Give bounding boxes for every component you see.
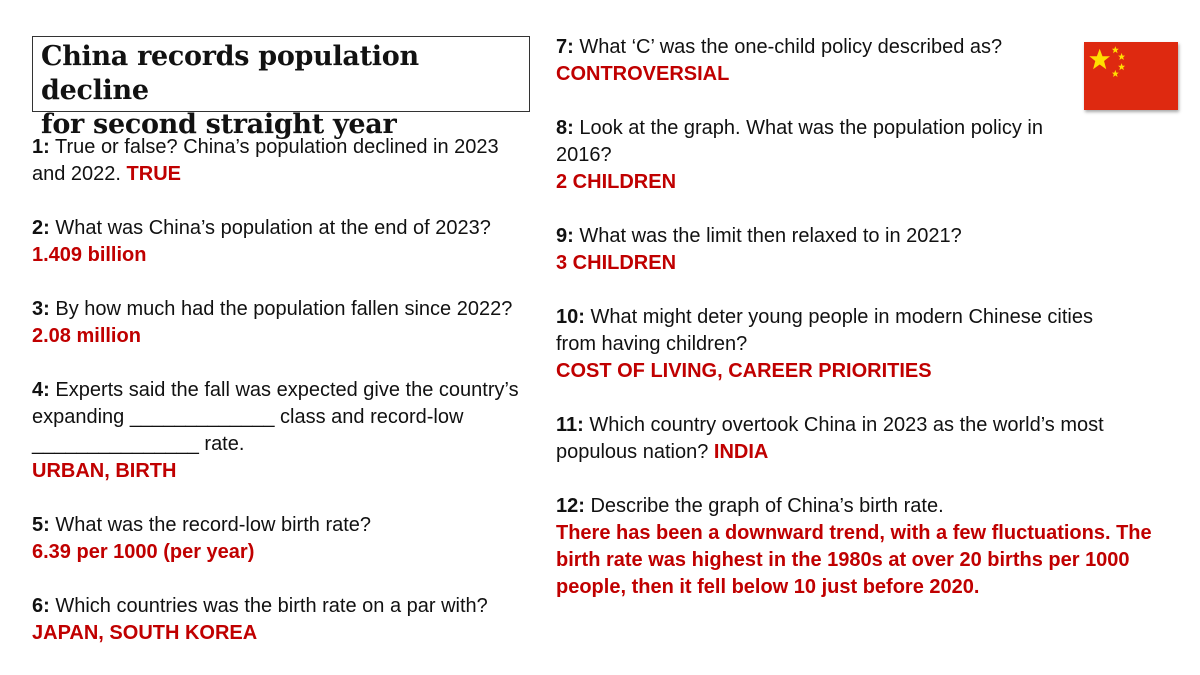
question-number: 1: (32, 136, 50, 158)
question-number: 6: (32, 595, 50, 617)
question-text: Describe the graph of China’s birth rate. (590, 495, 944, 517)
question-2 (32, 215, 532, 269)
question-6 (32, 593, 532, 647)
question-number: 8: (556, 117, 574, 139)
question-8 (556, 115, 1096, 196)
question-number: 5: (32, 514, 50, 536)
question-number: 7: (556, 36, 574, 58)
question-text: By how much had the population fallen since 2022? (55, 298, 513, 320)
question-number: 11: (556, 414, 584, 436)
question-number: 2: (32, 217, 50, 239)
question-text: Experts said the fall was expected give the country’s expanding _____________ class and (32, 379, 519, 428)
answer: 2.08 million (32, 325, 141, 347)
question-11 (556, 412, 1136, 466)
answer: URBAN, BIRTH (32, 460, 177, 482)
right-column (556, 34, 1166, 601)
question-3 (32, 296, 532, 350)
question-5 (32, 512, 532, 566)
question-10 (556, 304, 1116, 385)
question-7 (556, 34, 1166, 88)
answer: 3 CHILDREN (556, 252, 677, 274)
answer: There has been a downward trend, with a few fluctuations. The birth rate was highest in the 1980s at over 20 births per 1000 people, then it fell below 10 just before 2020. (556, 522, 1152, 598)
answer: 1.409 billion (32, 244, 147, 266)
question-number: 9: (556, 225, 574, 247)
answer: TRUE (126, 163, 181, 185)
question-number: 10: (556, 306, 585, 328)
question-text: What was the record-low birth rate? (55, 514, 372, 536)
question-text: Look at the graph. What was the population policy in 2016? (556, 117, 1043, 166)
headline-line-2: for second straight year (41, 109, 397, 140)
question-text-continued: record-low _______________ rate. (32, 406, 464, 455)
question-number: 3: (32, 298, 50, 320)
question-12 (556, 493, 1156, 601)
question-text: What was China’s population at the end of 2023? (55, 217, 491, 239)
answer: JAPAN, SOUTH KOREA (32, 622, 258, 644)
answer: INDIA (713, 441, 769, 463)
question-number: 12: (556, 495, 585, 517)
headline-box (32, 36, 530, 140)
question-4 (32, 377, 532, 485)
left-column (32, 134, 532, 647)
question-text: Which country overtook China in 2023 as the world’s most populous nation? (556, 414, 1104, 463)
question-text: True or false? China’s population declined in 2023 and 2022. (32, 136, 499, 185)
question-text: What might deter young people in modern Chinese cities from having children? (556, 306, 1093, 355)
answer: CONTROVERSIAL (556, 63, 730, 85)
answer: COST OF LIVING, CAREER PRIORITIES (556, 360, 932, 382)
question-1 (32, 134, 532, 188)
answer: 2 CHILDREN (556, 171, 677, 193)
question-text: What ‘C’ was the one-child policy described as? (579, 36, 1003, 58)
headline-line-1: China records population decline (41, 41, 419, 106)
question-9 (556, 223, 1166, 277)
question-text: What was the limit then relaxed to in 2021? (579, 225, 962, 247)
question-number: 4: (32, 379, 50, 401)
answer: 6.39 per 1000 (per year) (32, 541, 255, 563)
question-text: Which countries was the birth rate on a par with? (55, 595, 488, 617)
